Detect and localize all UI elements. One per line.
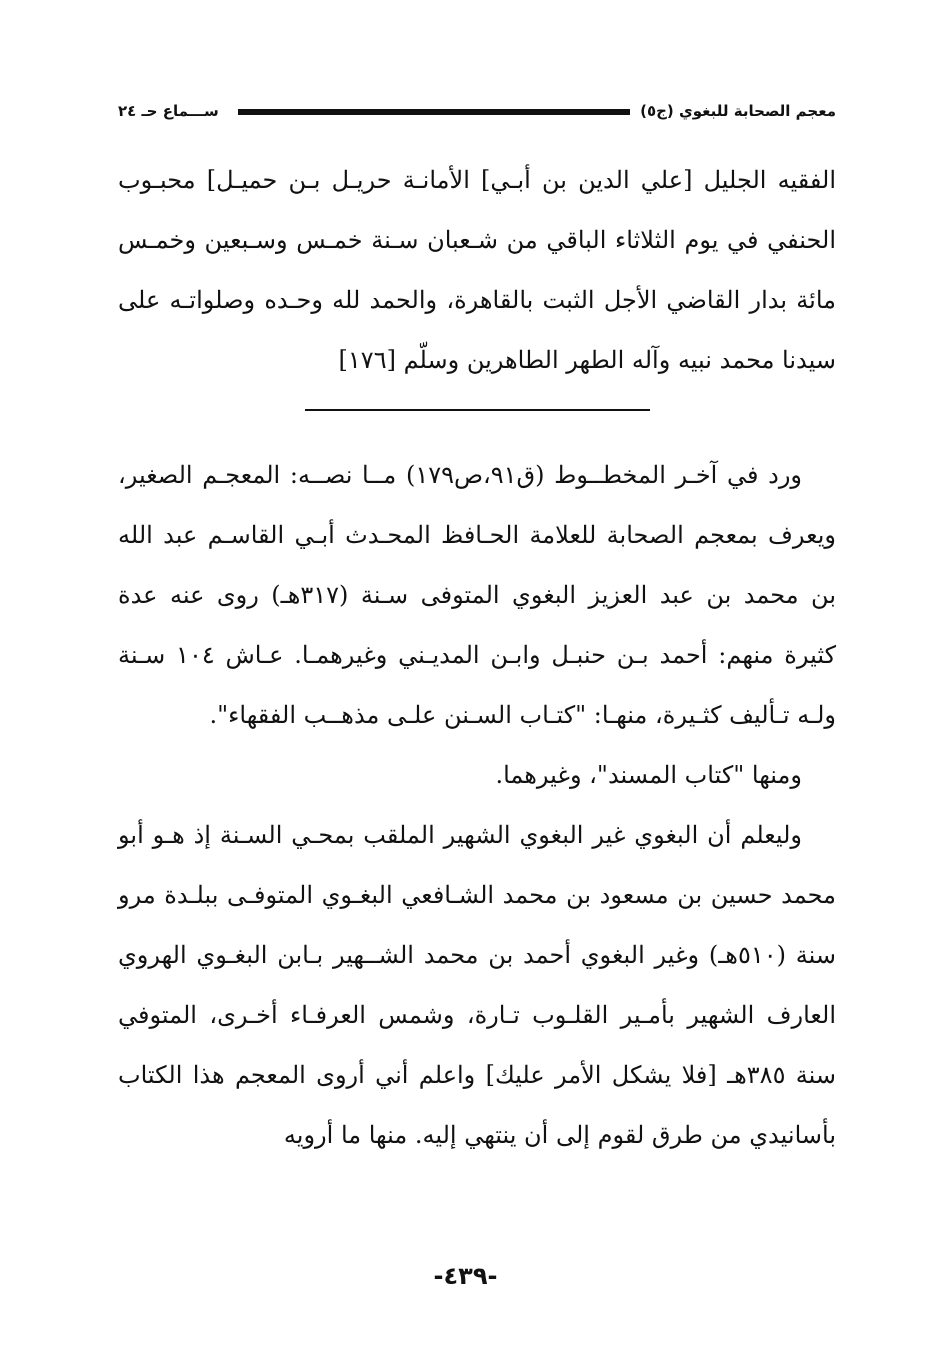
colophon-text xyxy=(118,150,836,390)
note-paragraph-2: ومنها "كتاب المسند"، وغيرهما. xyxy=(495,761,802,789)
page-number: -٤٣٩- xyxy=(433,1262,498,1290)
section-label: ســـماع حـ ٢٤ xyxy=(118,102,219,120)
header-rule xyxy=(238,109,630,115)
section-divider xyxy=(305,409,650,411)
notes-text xyxy=(118,445,836,1165)
colophon-paragraph: الفقيه الجليل [علي الدين بن أبـي] الأمانـة حريـل بـن حميـل] محبـوب الحنفي في يوم الثلاثاء الباقي من شـعبان سـنة خمـس وسـبعين وخمـس مائة بدار القاضي الأجل الثبت بالقاهرة، والحمد لله وحـده وصلواتـه على سيدنا محمد نبيه وآله الطهر الطاهرين وسلّم [١٧٦] xyxy=(118,166,836,374)
book-title: معجم الصحابة للبغوي (ج٥) xyxy=(640,102,836,120)
note-paragraph-1: ورد في آخـر المخطــوط (ق٩١،ص١٧٩) مــا نصــه: المعجـم الصغير، ويعرف بمعجم الصحابة للعلامة الحـافظ المحـدث أبـي القاسـم عبد الله بن محمد بن عبد العزيز البغوي المتوفى سـنة (٣١٧هـ) روى عنه عدة كثيرة منهم: أحمد بـن حنبـل وابـن المديـني وغيرهمـا. عـاش ١٠٤ سـنة ولـه تـأليف كثـيرة، منهـا: "كتـاب السـنن علـى مذهــب الفقهاء". xyxy=(118,461,837,729)
running-header xyxy=(118,94,836,128)
note-paragraph-3: وليعلم أن البغوي غير البغوي الشهير الملقب بمحـي السـنة إذ هـو أبو محمد حسين بن مسعود بن محمد الشـافعي البغـوي المتوفـى ببلـدة مرو سنة (٥١٠هـ) وغير البغوي أحمد بن محمد الشــهير بـابن البغـوي الهروي العارف الشهير بأمـير القلـوب تـارة، وشمس العرفـاء أخـرى، المتوفي سنة ٣٨٥هـ [فلا يشكل الأمر عليك] واعلم أني أروى المعجم هذا الكتاب بأسانيدي من طرق لقوم إلى أن ينتهي إليه. منها ما أرويه xyxy=(118,821,836,1149)
